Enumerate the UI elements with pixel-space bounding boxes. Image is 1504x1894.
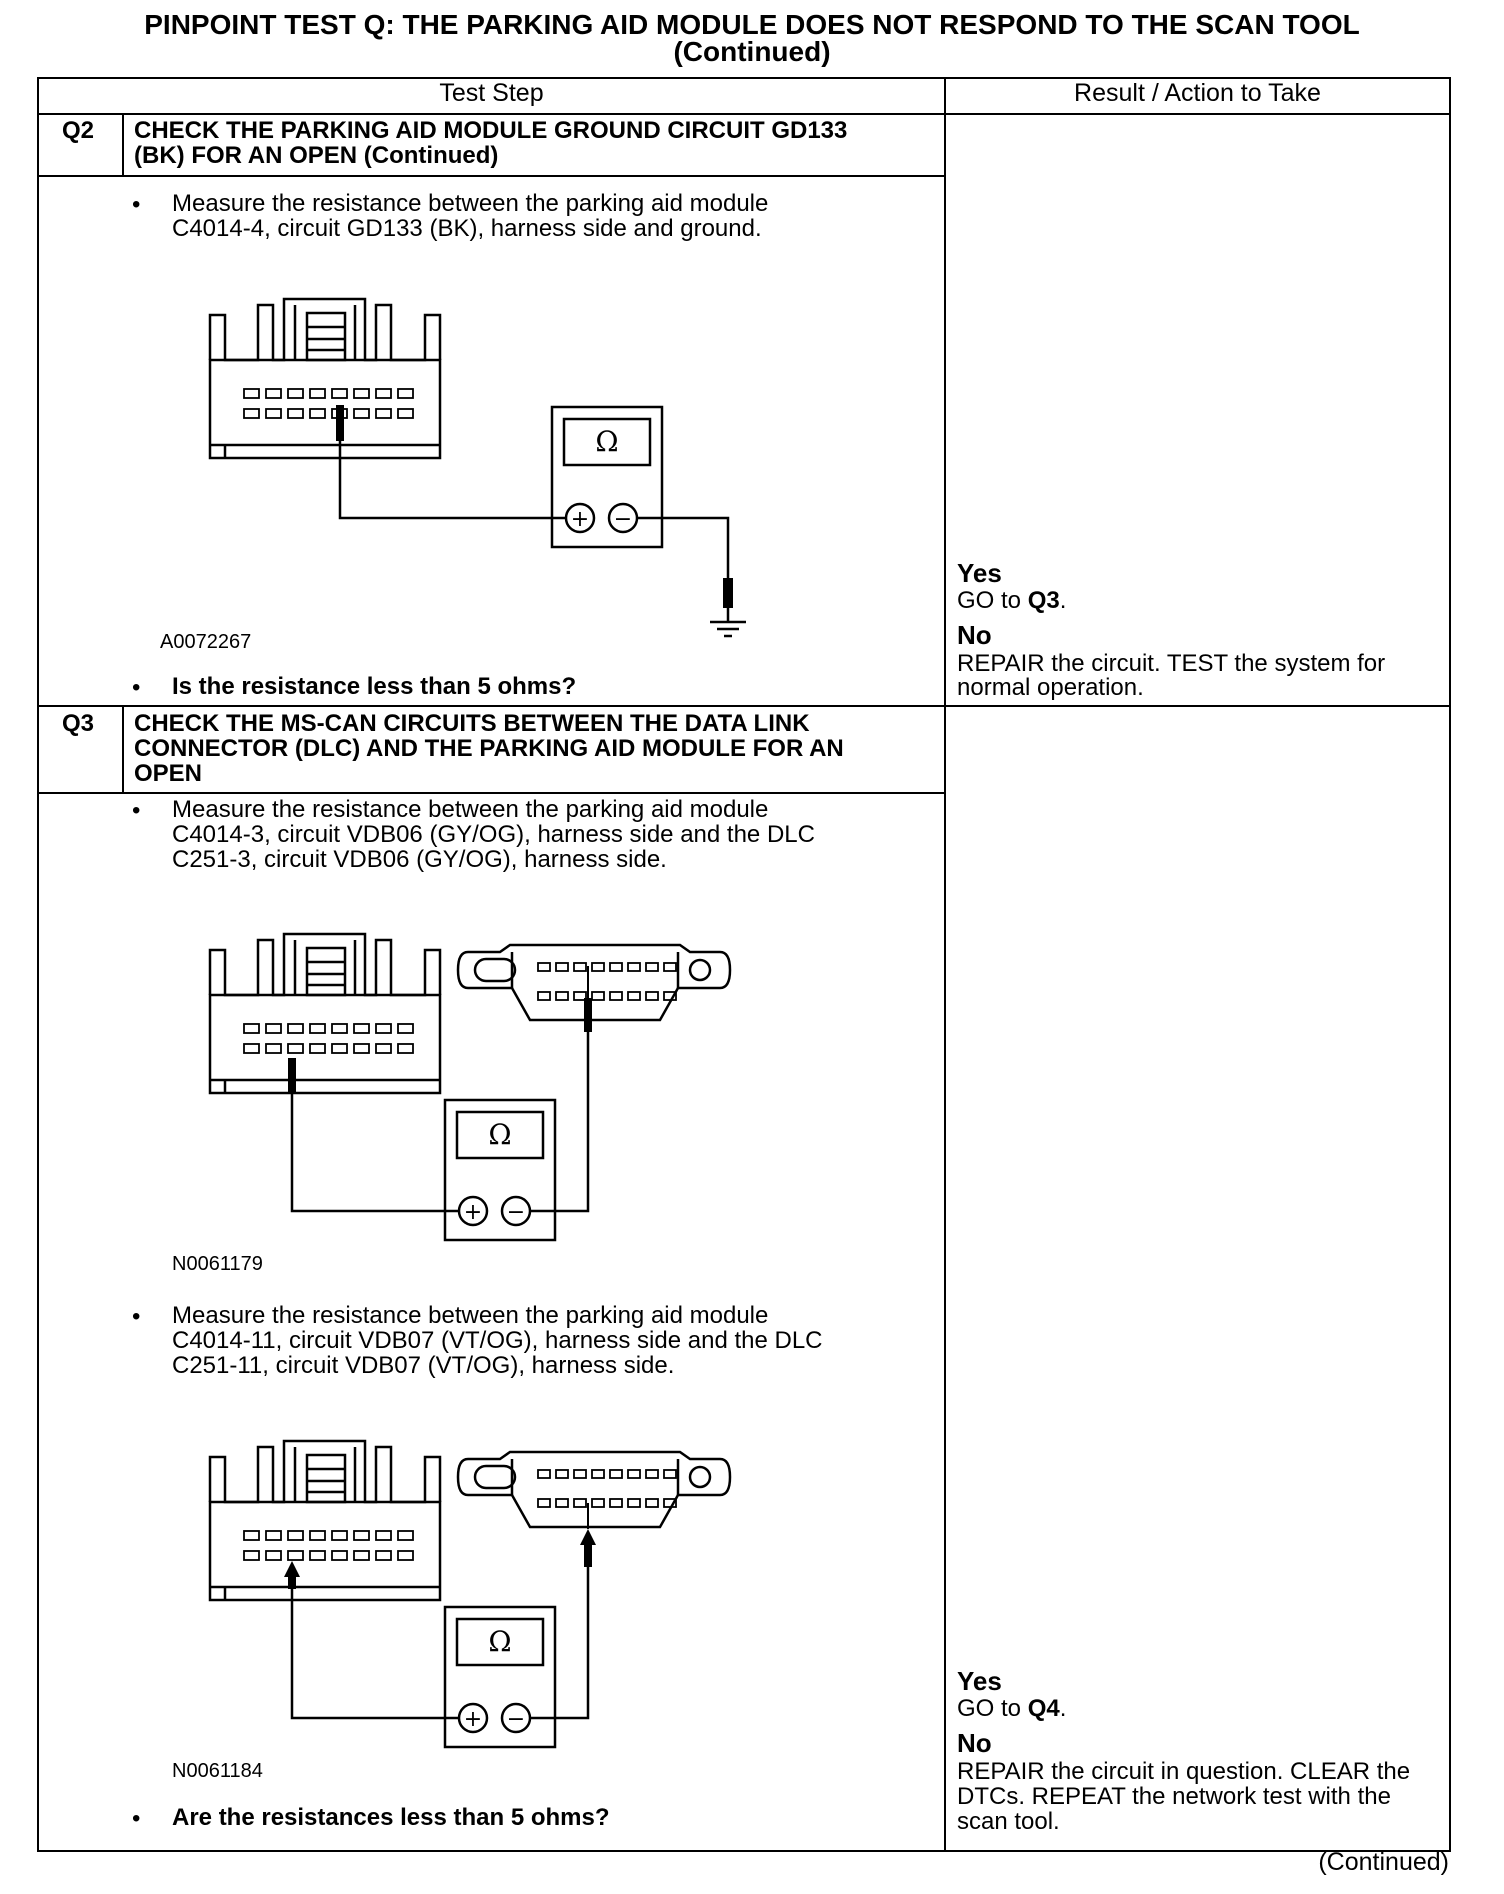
q2-yes-action: GO to Q3. [957,587,1067,614]
plus-terminal-icon: + [570,507,590,532]
bullet-icon: • [132,1303,141,1330]
q2-yes-label: Yes [957,558,1002,588]
bullet-icon: • [132,191,141,218]
ohm-symbol: Ω [488,1118,512,1151]
q3-figure1-id: N0061179 [172,1253,263,1275]
bullet-icon: • [132,797,141,824]
q2-figure-id: A0072267 [160,631,252,653]
q3-heading-line3: OPEN [134,760,203,787]
q2-heading-line1: CHECK THE PARKING AID MODULE GROUND CIRCUIT GD133 [134,117,848,144]
q2-instruction-line1: Measure the resistance between the parking aid module [172,190,769,217]
q3-instruction1-line1: Measure the resistance between the parking aid module [172,796,769,823]
q3-instruction1-line2: C4014-3, circuit VDB06 (GY/OG), harness side and the DLC [172,821,815,848]
page-title: PINPOINT TEST Q: THE PARKING AID MODULE DOES NOT RESPOND TO THE SCAN TOOL [144,9,1360,40]
q3-wiring-diagram-2 [200,1437,780,1757]
q2-question: Is the resistance less than 5 ohms? [172,673,577,700]
q3-no-label: No [957,1728,992,1758]
q3-no-action-line3: scan tool. [957,1808,1060,1835]
page-subtitle: (Continued) [673,36,831,67]
q3-instruction2-line1: Measure the resistance between the parking aid module [172,1302,769,1329]
q3-instruction2-line3: C251-11, circuit VDB07 (VT/OG), harness side. [172,1352,675,1379]
q3-figure2-id: N0061184 [172,1760,263,1782]
minus-terminal-icon: − [506,1707,526,1732]
bullet-icon: • [132,674,141,701]
continued-label: (Continued) [1318,1848,1449,1876]
ohm-symbol: Ω [488,1625,512,1658]
q2-no-action-line2: normal operation. [957,674,1144,701]
q3-instruction1-line3: C251-3, circuit VDB06 (GY/OG), harness side. [172,846,667,873]
q3-heading-line2: CONNECTOR (DLC) AND THE PARKING AID MODULE FOR AN [134,735,844,762]
plus-terminal-icon: + [463,1707,483,1732]
q3-instruction2-line2: C4014-11, circuit VDB07 (VT/OG), harness side and the DLC [172,1327,823,1354]
header-test-step: Test Step [439,79,544,107]
q2-wiring-diagram [200,295,760,645]
q3-wiring-diagram-1 [200,930,780,1250]
bullet-icon: • [132,1805,141,1832]
q3-yes-label: Yes [957,1666,1002,1696]
q3-yes-action: GO to Q4. [957,1695,1067,1722]
q2-no-label: No [957,620,992,650]
q2-instruction-line2: C4014-4, circuit GD133 (BK), harness side and ground. [172,215,762,242]
q2-heading-line2: (BK) FOR AN OPEN (Continued) [134,142,499,169]
step-id-q3: Q3 [62,710,95,737]
q3-question: Are the resistances less than 5 ohms? [172,1804,610,1831]
header-result-action: Result / Action to Take [1074,79,1321,107]
ohm-symbol: Ω [595,425,619,458]
minus-terminal-icon: − [613,507,633,532]
step-id-q2: Q2 [62,117,95,144]
q3-no-action-line1: REPAIR the circuit in question. CLEAR the [957,1758,1411,1785]
plus-terminal-icon: + [463,1200,483,1225]
q2-no-action-line1: REPAIR the circuit. TEST the system for [957,650,1386,677]
q3-no-action-line2: DTCs. REPEAT the network test with the [957,1783,1391,1810]
minus-terminal-icon: − [506,1200,526,1225]
q3-heading-line1: CHECK THE MS-CAN CIRCUITS BETWEEN THE DATA LINK [134,710,810,737]
